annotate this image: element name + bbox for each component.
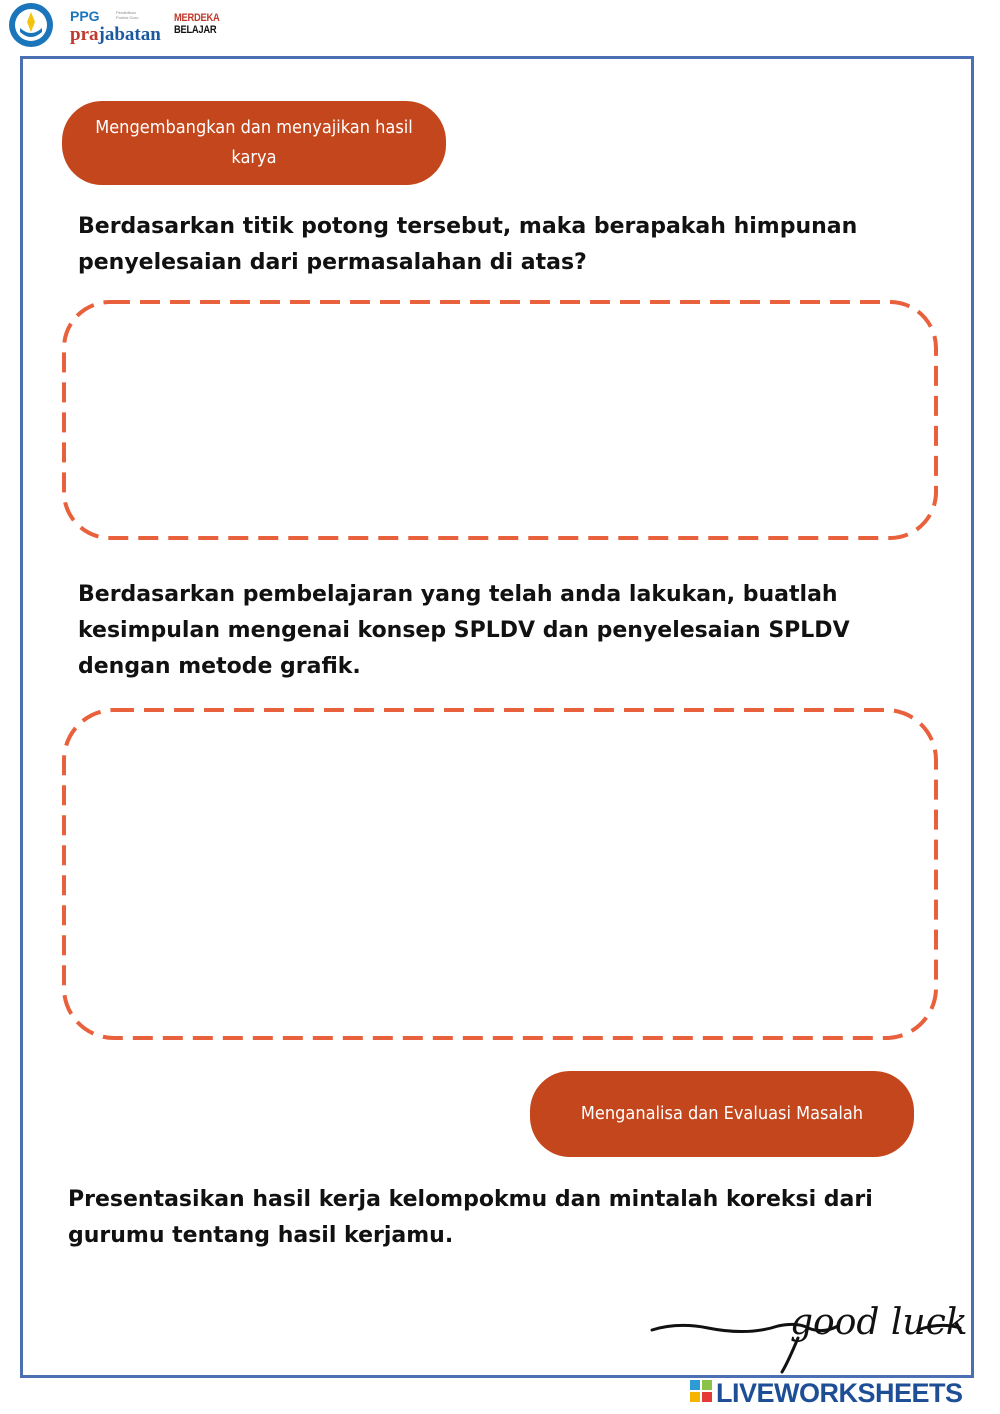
liveworksheets-logo-icon [690,1380,714,1408]
good-luck-text: good luck [790,1302,968,1343]
answer-box-1 [60,298,940,542]
analyze-section-label [530,1071,914,1157]
good-luck-signature [648,1282,968,1378]
analyze-label-text: Menganalisa dan Evaluasi Masalah [580,1103,864,1124]
belajar-text: BELAJAR [174,24,217,36]
answer-input-1[interactable] [78,316,926,528]
merdeka-text: MERDEKA [174,12,220,24]
liveworksheets-brand [690,1376,990,1408]
merdeka-belajar-logo [174,12,219,36]
instruction-text: Presentasikan hasil kerja kelompokmu dan mintalah koreksi dari gurumu tentang hasil kerjamu. [68,1187,873,1248]
question-1: Berdasarkan titik potong tersebut, maka berapakah himpunan penyelesaian dari permasalahan di atas? [78,214,858,275]
liveworksheets-text: LIVEWORKSHEETS [716,1378,963,1408]
ppg-subtitle: Pendidikan Profesi Guru [116,10,139,20]
question-2: Berdasarkan pembelajaran yang telah anda lakukan, buatlah kesimpulan mengenai konsep SPLDV dan penyelesaian SPLDV dengan metode grafik. [78,582,850,679]
develop-label-line2: karya [231,147,277,168]
tut-wuri-handayani-logo-icon [8,2,54,48]
header [8,2,238,52]
prajabatan-label: prajabatan [70,24,161,45]
ppg-label: PPG [70,8,100,24]
answer-box-2 [60,706,940,1042]
answer-input-2[interactable] [78,724,926,1028]
develop-section-label [62,101,446,185]
develop-label-line1: Mengembangkan dan menyajikan hasil [95,117,413,138]
